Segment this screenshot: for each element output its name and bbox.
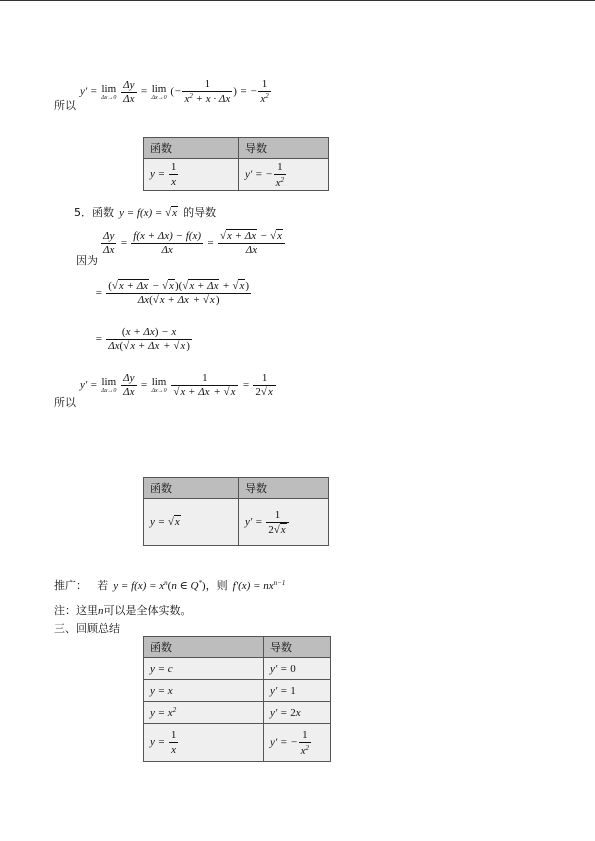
item-5-function: y = f(x) = √x <box>119 207 178 219</box>
limit-formula-1: y′ = lim Δx→0 $\frac{\Delta y}{\Delta x}$ = lim Δx→0 (− $\frac{1}{x^2 + x \cdot \Delta x}$ ) = − $\frac{1}{x^2}$ <box>80 78 269 105</box>
generalization-if: 若 <box>97 579 109 592</box>
item-5-suffix: 的导数 <box>183 206 217 219</box>
derivative-table-1 <box>143 137 329 191</box>
limit-formula-2: y′ = lim Δx→0 $\frac{\Delta y}{\Delta x}$ = lim Δx→0 $\frac{1}{√x + \Delta x + √x}$ = $\frac{1}{2√x}$ <box>80 373 277 398</box>
table-header-function: 函数 <box>144 637 264 658</box>
table-cell-function: y = √x <box>144 499 239 546</box>
table-cell-derivative: y′ = $\frac{1}{2√x}$ <box>239 499 329 546</box>
table-cell-function: y = $\frac{1}{x}$ <box>144 159 239 191</box>
item-5-heading <box>74 201 216 220</box>
note-line <box>54 599 192 618</box>
table-header-derivative: 导数 <box>264 637 331 658</box>
item-5-prefix: 函数 <box>92 206 114 219</box>
table-cell-function: $y = x^2$ <box>144 702 264 724</box>
top-rule <box>0 0 595 1</box>
note-prefix: 注：这里 <box>54 604 98 617</box>
table-cell-derivative: y′ = 0 <box>264 658 331 680</box>
note-variable: n <box>98 605 104 617</box>
item-5-number: 5． <box>74 206 92 219</box>
table-cell-function: y = $\frac{1}{x}$ <box>144 724 264 762</box>
generalization-label: 推广： <box>54 579 87 592</box>
generalization-then: ，则 <box>205 579 228 592</box>
so-label-2: 所以 <box>54 396 76 409</box>
table-header-function: 函数 <box>144 478 239 499</box>
difference-quotient-2: = $\frac{(√x + \Delta x - √x)(√x + \Delta x + √x)}{\Delta x(√x + \Delta x + √x)}$ <box>95 280 250 306</box>
table-cell-function: y = x <box>144 680 264 702</box>
note-suffix: 可以是全体实数。 <box>103 604 192 617</box>
difference-quotient-3: = $\frac{(x + \Delta x) - x}{\Delta x(√x + \Delta x + √x)}$ <box>95 326 190 352</box>
generalization-line <box>54 574 285 593</box>
difference-quotient-1: $\frac{\Delta y}{\Delta x}$ = $\frac{f(x + \Delta x) - f(x)}{\Delta x}$ = $\frac{√x + \Delta x - √x}{\Delta x}$ <box>100 231 286 256</box>
derivative-table-2 <box>143 477 329 546</box>
table-header-derivative: 导数 <box>239 138 329 159</box>
table-cell-derivative: y′ = − $\frac{1}{x^2}$ <box>239 159 329 191</box>
so-label-1: 所以 <box>54 99 76 112</box>
table-cell-derivative: y′ = 1 <box>264 680 331 702</box>
generalization-derivative: $f'(x) = nx^{n-1}$ <box>232 579 286 592</box>
table-header-derivative: 导数 <box>239 478 329 499</box>
section-3-heading: 三、回顾总结 <box>54 622 120 635</box>
table-cell-derivative: y′ = 2x <box>264 702 331 724</box>
table-header-function: 函数 <box>144 138 239 159</box>
table-cell-derivative: y′ = − $\frac{1}{x^2}$ <box>264 724 331 762</box>
summary-table <box>143 636 331 762</box>
generalization-function: $y = f(x) = x^n(n$ ∈ Q*) <box>113 579 206 592</box>
because-label: 因为 <box>76 254 98 267</box>
table-cell-function: y = c <box>144 658 264 680</box>
